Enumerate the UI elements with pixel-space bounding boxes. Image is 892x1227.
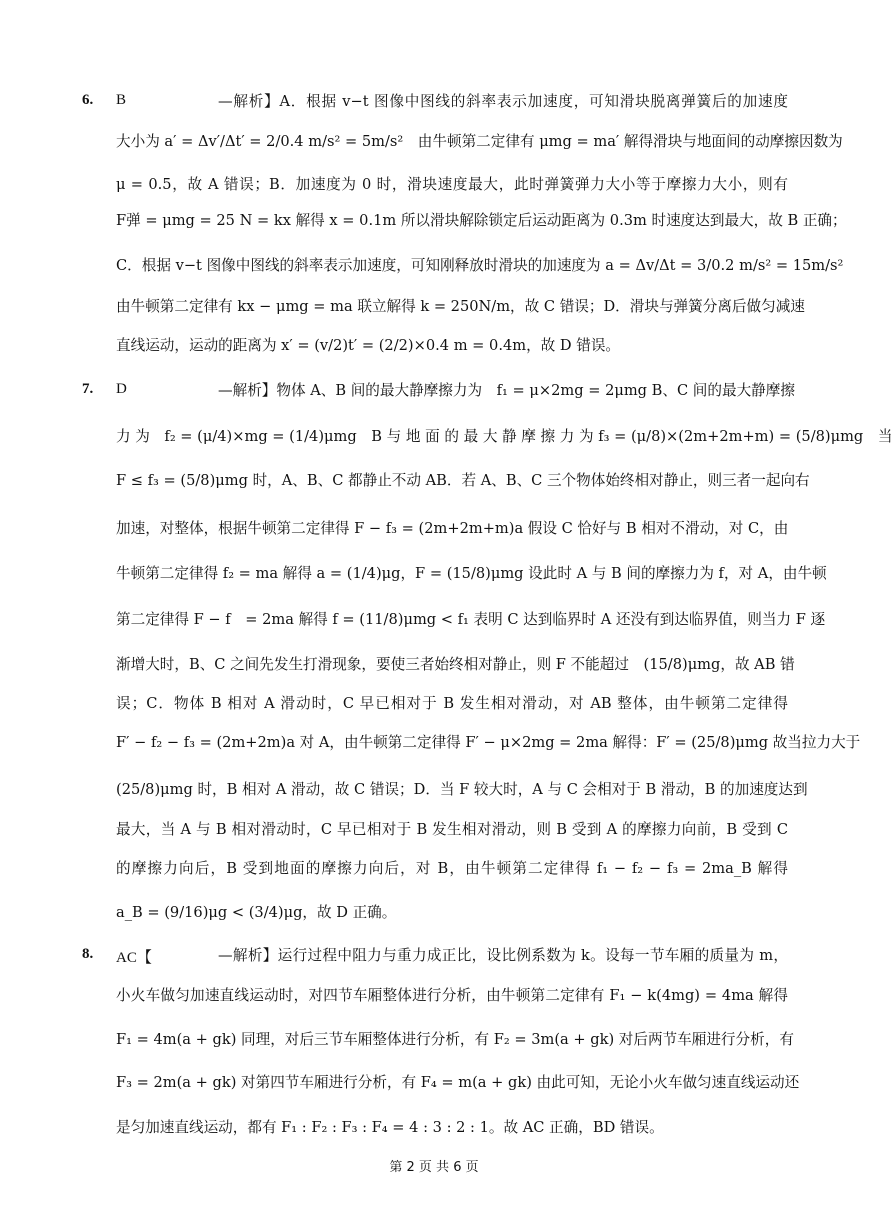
explanation-line: F₁ = 4m(a + gk) 同理，对后三节车厢整体进行分析，有 F₂ = 3m(a + gk) 对后两节车厢进行分析，有 [116, 1031, 794, 1048]
explanation-line: F ≤ f₃ = (5/8)μmg 时，A、B、C 都静止不动 AB．若 A、B、C 三个物体始终相对静止，则三者一起向右 [116, 472, 810, 489]
question-answer: B [116, 92, 127, 108]
explanation-line: 加速，对整体，根据牛顿第二定律得 F − f₃ = (2m+2m+m)a 假设 C 恰好与 B 相对不滑动，对 C，由 [116, 520, 789, 537]
question-number: 6. [82, 92, 94, 108]
explanation-line: 牛顿第二定律得 f₂ = ma 解得 a = (1/4)μg，F = (15/8)μmg 设此时 A 与 B 间的摩擦力为 f，对 A，由牛顿 [116, 565, 827, 582]
question-answer: AC【 [116, 950, 152, 966]
explanation-line: μ = 0.5，故 A 错误；B．加速度为 0 时，滑块速度最大，此时弹簧弹力大小等于摩擦力大小，则有 [116, 176, 788, 193]
explanation-line: F弹 = μmg = 25 N = kx 解得 x = 0.1m 所以滑块解除锁定后运动距离为 0.3m 时速度达到最大，故 B 正确； [116, 212, 847, 229]
explanation-line: 最大，当 A 与 B 相对滑动时，C 早已相对于 B 发生相对滑动，则 B 受到 A 的摩擦力向前，B 受到 C [116, 821, 788, 838]
explanation-line: 渐增大时，B、C 之间先发生打滑现象，要使三者始终相对静止，则 F 不能超过 (15/8)μmg，故 AB 错 [116, 656, 795, 673]
explanation-line: F₃ = 2m(a + gk) 对第四节车厢进行分析，有 F₄ = m(a + gk) 由此可知，无论小火车做匀速直线运动还 [116, 1074, 800, 1091]
page-footer: 第 2 页 共 6 页 [389, 1160, 479, 1175]
explanation-line: 误；C．物体 B 相对 A 滑动时，C 早已相对于 B 发生相对滑动，对 AB 整体，由牛顿第二定律得 [116, 695, 788, 712]
explanation-line: F′ − f₂ − f₃ = (2m+2m)a 对 A，由牛顿第二定律得 F′ − μ×2mg = 2ma 解得：F′ = (25/8)μmg 故当拉力大于 [116, 734, 861, 751]
explanation-line: C．根据 v−t 图像中图线的斜率表示加速度，可知刚释放时滑块的加速度为 a = Δv/Δt = 3/0.2 m/s² = 15m/s² [116, 257, 844, 274]
explanation-line: a_B = (9/16)μg < (3/4)μg，故 D 正确。 [116, 904, 397, 921]
explanation-line: 是匀加速直线运动，都有 F₁ : F₂ : F₃ : F₄ = 4 : 3 : 2 : 1。故 AC 正确，BD 错误。 [116, 1119, 664, 1136]
question-answer: D [116, 381, 127, 397]
explanation-line: 由牛顿第二定律有 kx − μmg = ma 联立解得 k = 250N/m，故 C 错误；D．滑块与弹簧分离后做匀减速 [116, 298, 805, 315]
question-number: 7. [82, 381, 94, 397]
explanation-line: (25/8)μmg 时，B 相对 A 滑动，故 C 错误；D．当 F 较大时，A 与 C 会相对于 B 滑动，B 的加速度达到 [116, 781, 808, 798]
explanation-line: 力 为 f₂ = (μ/4)×mg = (1/4)μmg B 与 地 面 的 最 大 静 摩 擦 力 为 f₃ = (μ/8)×(2m+2m+m) = (5/8)μmg 当 [116, 428, 892, 445]
explanation-line: —解析】物体 A、B 间的最大静摩擦力为 f₁ = μ×2mg = 2μmg B、C 间的最大静摩擦 [218, 382, 795, 399]
explanation-line: —解析】运行过程中阻力与重力成正比，设比例系数为 k。设每一节车厢的质量为 m， [218, 947, 788, 964]
explanation-line: 的摩擦力向后，B 受到地面的摩擦力向后，对 B，由牛顿第二定律得 f₁ − f₂ − f₃ = 2ma_B 解得 [116, 860, 788, 877]
explanation-line: —解析】A．根据 v−t 图像中图线的斜率表示加速度，可知滑块脱离弹簧后的加速度 [218, 93, 788, 110]
explanation-line: 大小为 a′ = Δv′/Δt′ = 2/0.4 m/s² = 5m/s² 由牛顿第二定律有 μmg = ma′ 解得滑块与地面间的动摩擦因数为 [116, 133, 843, 150]
explanation-line: 第二定律得 F − f = 2ma 解得 f = (11/8)μmg < f₁ 表明 C 达到临界时 A 还没有到达临界值，则当力 F 逐 [116, 611, 826, 628]
question-number: 8. [82, 946, 94, 962]
explanation-line: 直线运动，运动的距离为 x′ = (v/2)t′ = (2/2)×0.4 m = 0.4m，故 D 错误。 [116, 337, 621, 354]
explanation-line: 小火车做匀加速直线运动时，对四节车厢整体进行分析，由牛顿第二定律有 F₁ − k(4mg) = 4ma 解得 [116, 987, 788, 1004]
